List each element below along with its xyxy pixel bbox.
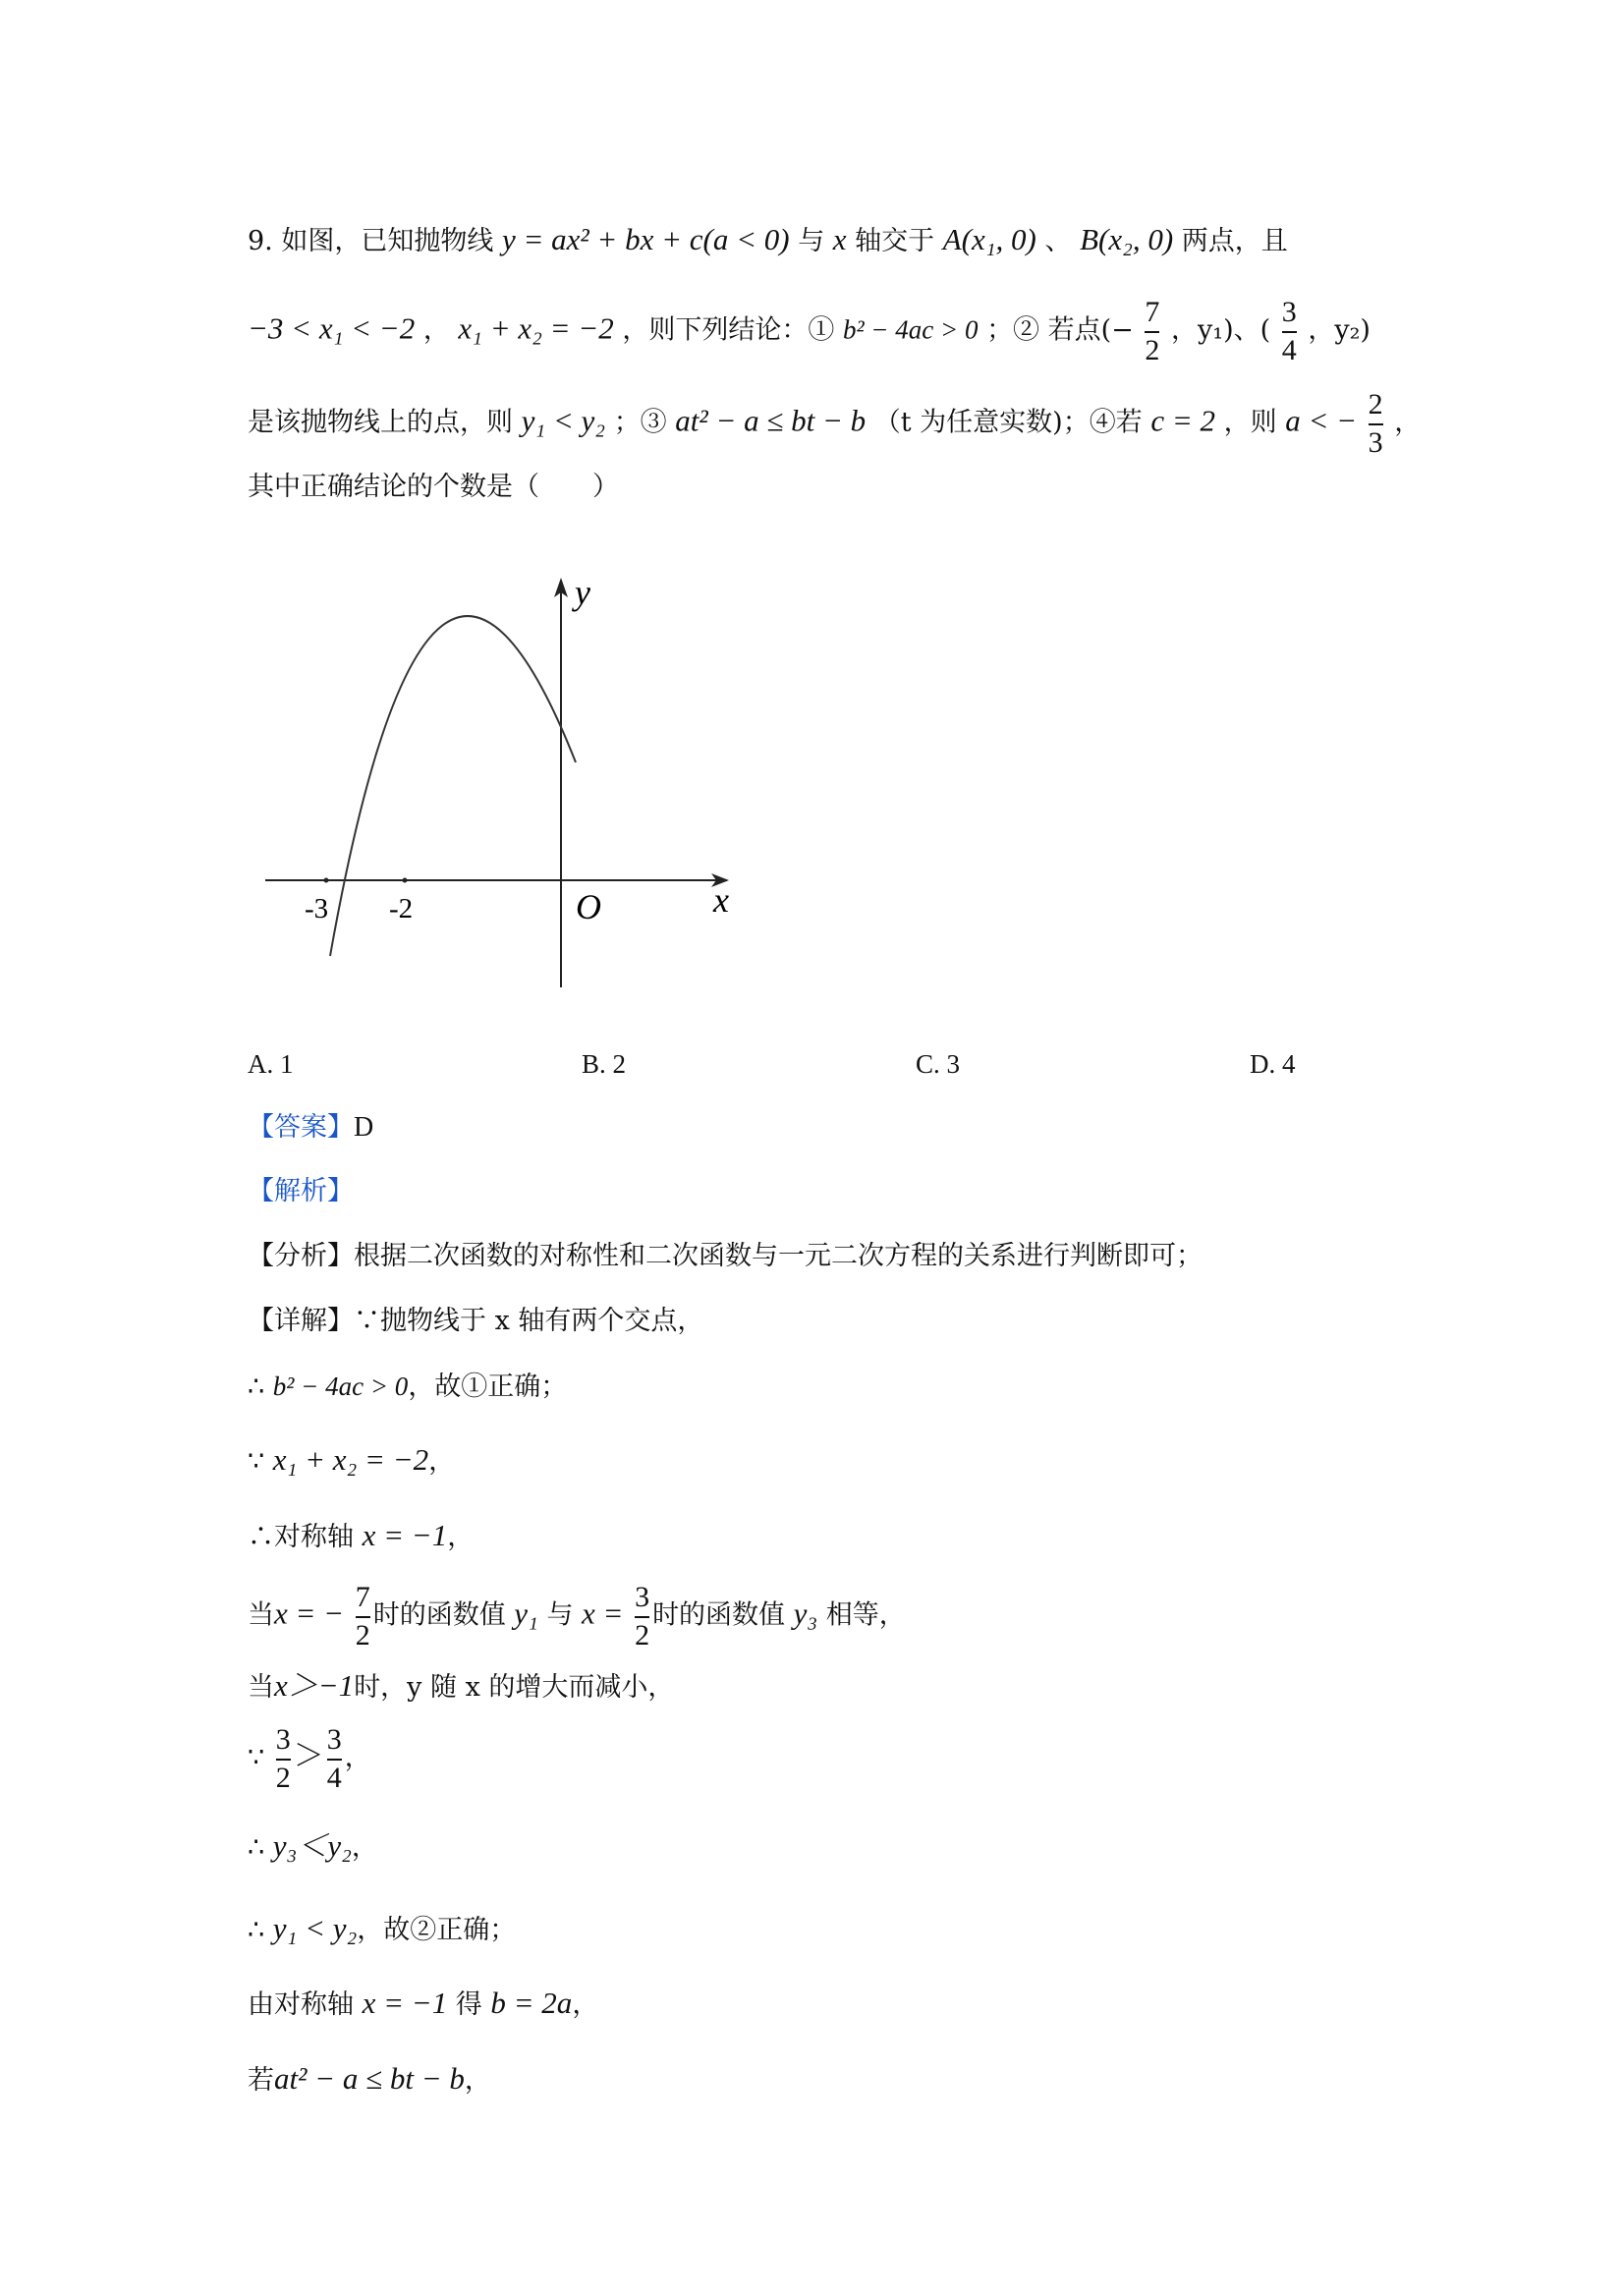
detail-line-6 [248, 1670, 674, 1701]
question-line-4 [248, 474, 619, 500]
detail-text: 与 [546, 1599, 574, 1631]
detail-text: 时，y 随 x 的增大而减小， [354, 1672, 675, 1703]
option-d[interactable]: D. 4 [1250, 1049, 1296, 1079]
conclusion-4: a < − [1285, 403, 1358, 438]
detail-line-3 [248, 1444, 455, 1475]
parabola-figure [255, 560, 766, 1002]
y-comparison: y₃＜y₂ [272, 1828, 352, 1863]
fraction-2-3 [1369, 389, 1383, 458]
answer-line [248, 1114, 373, 1142]
question-line-1 [248, 224, 1288, 254]
stem-text: 是该抛物线上的点，则 [248, 407, 513, 438]
stem-text: ；② 若点(− [986, 314, 1134, 346]
detail-line-1 [248, 1308, 703, 1334]
tick-label-neg2: -2 [389, 893, 414, 924]
sum-condition: x₁ + x₂ = −2 [458, 310, 614, 346]
detail-line-10 [248, 1988, 598, 2018]
denominator: 2 [355, 1618, 370, 1652]
option-a[interactable]: A. 1 [248, 1049, 294, 1079]
b-expr: b = 2a [490, 1986, 573, 2020]
detail-text: 若 [248, 2065, 274, 2096]
detail-text: ，故②正确； [357, 1915, 517, 1945]
detail-text: 由对称轴 [248, 1989, 354, 2020]
x-var: x [832, 222, 847, 256]
y1-var: y₁ [514, 1596, 538, 1631]
range-condition: −3 < x₁ < −2 [248, 310, 416, 346]
stem-text: ，则下列结论：① [622, 314, 835, 346]
conclusion-3: at² − a ≤ bt − b [675, 403, 867, 438]
detail-text: ∵抛物线于 x 轴有两个交点， [354, 1306, 704, 1336]
stem-text: ，y₁)、( [1171, 314, 1271, 346]
detail-text: 当 [248, 1672, 274, 1703]
x-expr: x = − [274, 1596, 345, 1631]
detail-text: ，故①正确； [408, 1372, 568, 1402]
numerator: 7 [355, 1581, 370, 1613]
stem-text: ，y₂) [1308, 314, 1371, 346]
detail-text: 时的函数值 [652, 1599, 786, 1631]
because-symbol: ∵ [248, 1742, 265, 1773]
stem-text: ；③ [613, 407, 667, 438]
fenxi-line [248, 1243, 1203, 1269]
y-comparison: y₁ < y₂ [272, 1911, 358, 1945]
tick-label-neg3: -3 [305, 893, 329, 924]
comma: ， [422, 314, 450, 346]
detail-line-11 [248, 2063, 491, 2094]
numerator: 3 [635, 1581, 650, 1613]
parabola-expression: y = ax² + bx + c(a < 0) [501, 222, 790, 256]
analysis-tag: 【解析】 [248, 1176, 354, 1206]
tick-dot-neg2 [403, 878, 408, 883]
point-b: B(x₂, 0) [1080, 222, 1174, 256]
detail-line-7 [248, 1724, 371, 1793]
fraction-3-4 [327, 1724, 342, 1793]
option-c[interactable]: C. 3 [916, 1049, 961, 1079]
question-line-2 [248, 297, 1371, 365]
axis-expr: x = −1 [362, 1518, 448, 1552]
fraction-3-2 [276, 1724, 291, 1793]
detail-text: 时的函数值 [372, 1599, 506, 1631]
comma: ， [351, 1832, 378, 1863]
denominator: 4 [1281, 333, 1297, 366]
axis-expr: x = −1 [362, 1986, 448, 2020]
fraction-3-2 [635, 1582, 649, 1651]
origin-label: O [576, 887, 601, 926]
fraction-3-4 [1282, 297, 1297, 365]
comma: ， [464, 2065, 491, 2096]
comma: ， [447, 1522, 475, 1552]
conclusion-4-condition: c = 2 [1150, 403, 1215, 438]
parabola-curve [330, 616, 576, 956]
therefore-symbol: ∴ [248, 1832, 265, 1863]
sum-expr: x₁ + x₂ = −2 [272, 1442, 429, 1477]
y-axis-label: y [575, 573, 590, 612]
detail-text: 当 [248, 1599, 274, 1631]
denominator: 2 [275, 1761, 291, 1794]
detail-line-5 [248, 1582, 906, 1651]
numerator: 3 [1281, 296, 1297, 328]
detail-text: 相等， [825, 1599, 906, 1631]
answer-tag: 【答案】 [248, 1112, 354, 1143]
y3-var: y₃ [793, 1596, 818, 1631]
denominator: 3 [1368, 425, 1383, 459]
detail-text: 得 [455, 1989, 482, 2020]
comma: ， [344, 1742, 371, 1773]
question-number: 9. [248, 226, 273, 256]
stem-text: 两点，且 [1181, 226, 1288, 256]
fraction-7-2 [1145, 297, 1159, 365]
denominator: 4 [326, 1761, 342, 1794]
because-symbol: ∵ [248, 1446, 265, 1477]
stem-text: 如图，已知抛物线 [281, 226, 494, 256]
conclusion-2: y₁ < y₂ [521, 403, 606, 438]
tick-dot-neg3 [324, 878, 329, 883]
x-inequality: x＞−1 [274, 1668, 355, 1703]
therefore-symbol: ∴ [248, 1915, 265, 1945]
point-a: A(x₁, 0) [942, 222, 1036, 256]
stem-text: （t 为任意实数)；④若 [873, 407, 1143, 438]
detail-line-8 [248, 1830, 378, 1861]
therefore-symbol: ∴ [248, 1372, 265, 1402]
x-axis-label: x [713, 880, 729, 920]
stem-text: 与 [798, 226, 825, 256]
fenxi-tag: 【分析】 [248, 1241, 354, 1271]
x-expr: x = [582, 1596, 624, 1631]
conclusion-1: b² − 4ac > 0 [842, 314, 979, 345]
detail-line-2 [248, 1373, 567, 1400]
detail-tag: 【详解】 [248, 1306, 354, 1336]
analysis-line [248, 1178, 354, 1204]
question-line-3 [248, 389, 1421, 458]
answer-value: D [354, 1112, 374, 1143]
comma: ， [1394, 407, 1422, 438]
stem-text: 轴交于 [855, 226, 935, 256]
greater-than: ＞ [293, 1738, 324, 1773]
option-b[interactable]: B. 2 [582, 1049, 627, 1079]
fenxi-text: 根据二次函数的对称性和二次函数与一元二次方程的关系进行判断即可； [354, 1241, 1203, 1271]
numerator: 3 [275, 1723, 291, 1756]
detail-line-9 [248, 1913, 516, 1943]
comma: ， [572, 1989, 599, 2020]
numerator: 7 [1145, 296, 1160, 328]
numerator: 3 [326, 1723, 342, 1756]
stem-text: ，则 [1223, 407, 1277, 438]
detail-text: ∴对称轴 [248, 1522, 354, 1552]
inequality-expr: at² − a ≤ bt − b [274, 2061, 465, 2096]
denominator: 2 [635, 1618, 650, 1652]
comma: ， [428, 1446, 456, 1477]
discriminant-expr: b² − 4ac > 0 [272, 1372, 409, 1401]
stem-text: 其中正确结论的个数是（ ） [248, 472, 619, 502]
fraction-7-2 [356, 1582, 370, 1651]
denominator: 2 [1145, 333, 1160, 366]
detail-line-4 [248, 1520, 474, 1550]
numerator: 2 [1368, 388, 1383, 420]
separator: 、 [1044, 226, 1072, 256]
